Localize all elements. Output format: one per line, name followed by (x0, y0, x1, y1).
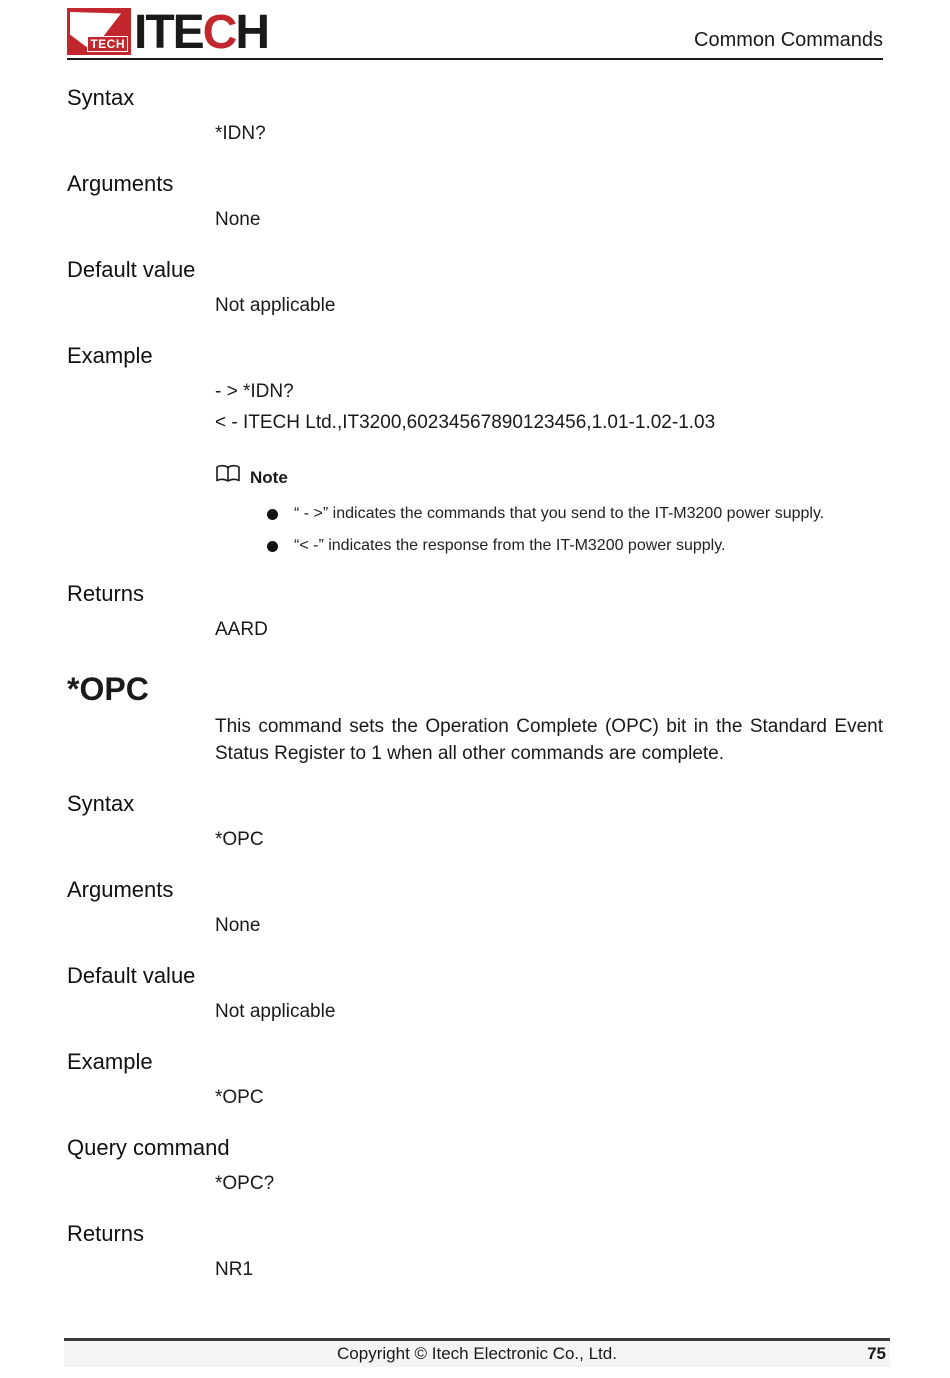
section-heading: Returns (67, 1221, 145, 1246)
section-heading: Syntax (67, 791, 135, 816)
note-bullet-item (267, 535, 883, 557)
section-opc-query-command (67, 1135, 883, 1195)
wordmark-left: ITE (134, 5, 203, 59)
section-idn-arguments (67, 171, 883, 231)
section-heading: Arguments (67, 877, 174, 902)
page (67, 0, 883, 1281)
note-bullet-text: “ - >” indicates the commands that you send to the IT-M3200 power supply. (294, 505, 825, 522)
arguments-value: None (215, 915, 261, 936)
section-opc-syntax (67, 791, 883, 851)
example-value: *OPC (215, 1087, 264, 1108)
section-heading: Syntax (67, 85, 135, 110)
default-value: Not applicable (215, 1001, 336, 1022)
section-heading: Query command (67, 1135, 230, 1160)
example-send-line: - > *IDN? (215, 381, 294, 402)
note-label: Note (250, 467, 288, 487)
returns-value: AARD (215, 619, 268, 640)
section-heading: Example (67, 1049, 153, 1074)
section-heading: Example (67, 343, 153, 368)
note-bullet-item (267, 503, 883, 525)
note-bullet-text: “< -” indicates the response from the IT-M3200 power supply. (294, 537, 726, 554)
command-title-opc: *OPC (67, 671, 149, 707)
section-opc-arguments (67, 877, 883, 937)
bullet-icon (267, 541, 278, 552)
returns-value: NR1 (215, 1259, 254, 1280)
section-idn-returns (67, 581, 883, 641)
page-footer (64, 1338, 890, 1367)
wordmark-accent: C (202, 5, 236, 59)
bullet-icon (267, 509, 278, 520)
section-opc-default-value (67, 963, 883, 1023)
section-heading: Returns (67, 581, 145, 606)
section-idn-default-value (67, 257, 883, 317)
default-value: Not applicable (215, 295, 336, 316)
itech-wordmark (134, 5, 269, 59)
syntax-value: *IDN? (215, 123, 266, 144)
arguments-value: None (215, 209, 261, 230)
itech-logo-mark (67, 8, 131, 55)
section-idn-example (67, 343, 883, 434)
chapter-title: Common Commands (694, 29, 883, 51)
copyright-text: Copyright © Itech Electronic Co., Ltd. (337, 1344, 617, 1363)
query-command-value: *OPC? (215, 1173, 275, 1194)
logo-tech-label: TECH (87, 36, 128, 52)
page-header (67, 0, 883, 60)
itech-logo (67, 5, 269, 59)
section-heading: Arguments (67, 171, 174, 196)
open-book-icon (215, 464, 241, 491)
section-heading: Default value (67, 963, 196, 988)
section-opc-example (67, 1049, 883, 1109)
example-response-line: < - ITECH Ltd.,IT3200,60234567890123456,1.01-1.02-1.03 (215, 412, 716, 433)
syntax-value: *OPC (215, 829, 264, 850)
section-opc-returns (67, 1221, 883, 1281)
document-content (67, 60, 883, 1281)
page-number: 75 (867, 1344, 886, 1363)
section-heading: Default value (67, 257, 196, 282)
section-idn-syntax (67, 85, 883, 145)
wordmark-right: H (235, 5, 269, 59)
command-description: This command sets the Operation Complete (OPC) bit in the Standard Event Status Register to 1 when all other commands are complete. (215, 716, 883, 764)
note-callout (215, 464, 883, 557)
